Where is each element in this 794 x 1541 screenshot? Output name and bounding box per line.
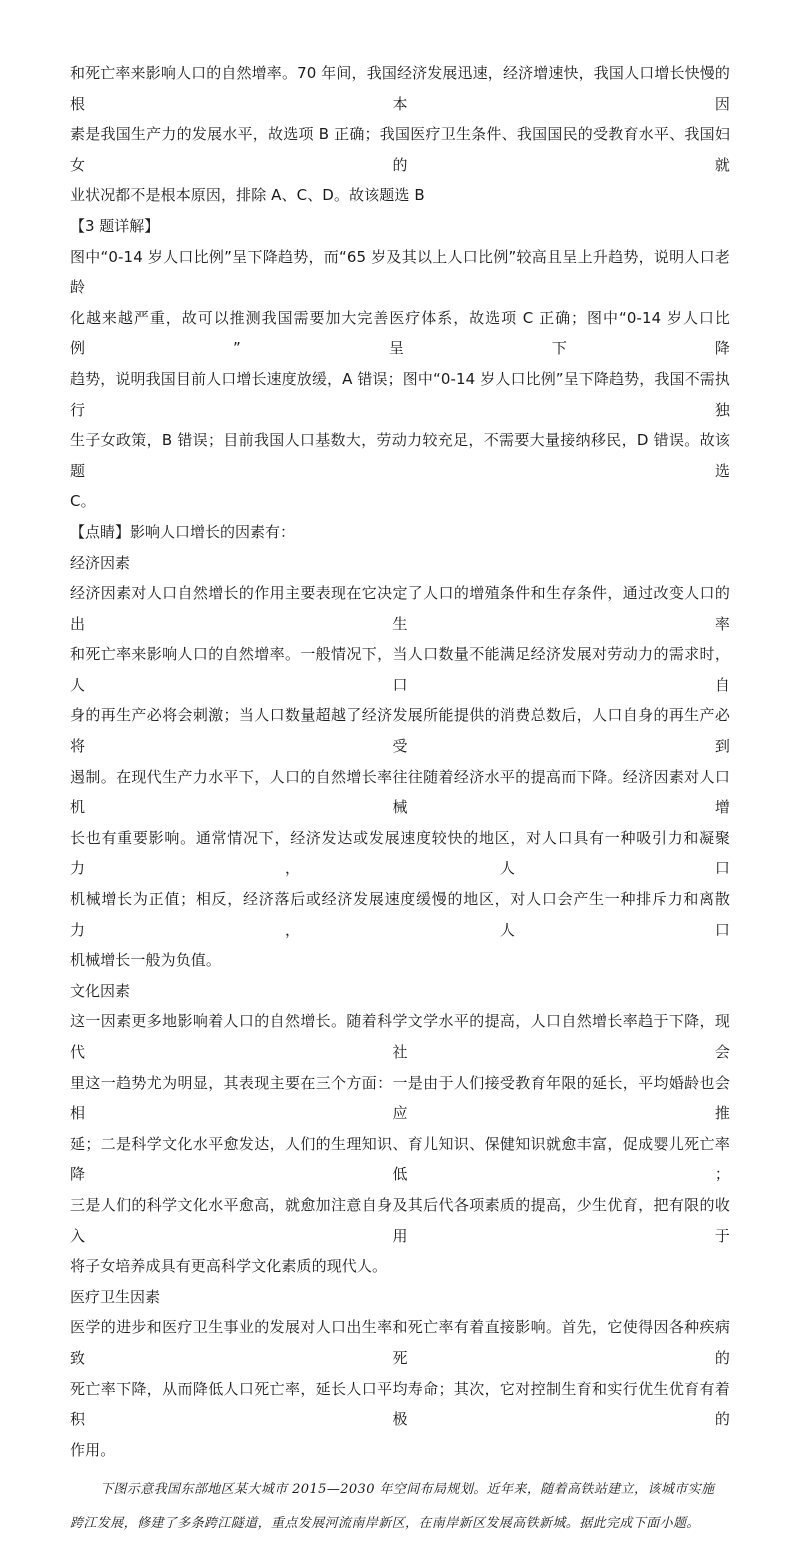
text-line: 作用。 xyxy=(70,1440,116,1459)
text-line: 化越来越严重，故可以推测我国需要加大完善医疗体系，故选项 C 正确；图中“0-14 岁人口比例”呈下降 xyxy=(70,308,730,358)
question-intro-line: 跨江发展，修建了多条跨江隧道，重点发展河流南岸新区，在南岸新区发展高铁新城。据此完成下面小题。 xyxy=(70,1516,700,1532)
text-line: 这一因素更多地影响着人口的自然增长。随着科学文学水平的提高，人口自然增长率趋于下降，现代社会 xyxy=(70,1012,730,1061)
text-line: 素是我国生产力的发展水平，故选项 B 正确；我国医疗卫生条件、我国国民的受教育水平、我国妇女的就 xyxy=(70,125,730,174)
text-line: 趋势，说明我国目前人口增长速度放缓，A 错误；图中“0-14 岁人口比例”呈下降趋势，我国不需执行独 xyxy=(70,369,730,419)
text-line: 机械增长为正值；相反，经济落后或经济发展速度缓慢的地区，对人口会产生一种排斥力和离散力，人口 xyxy=(70,890,730,939)
text-line: 医学的进步和医疗卫生事业的发展对人口出生率和死亡率有着直接影响。首先，它使得因各种疾病致死的 xyxy=(70,1318,730,1367)
text-line: 长也有重要影响。通常情况下，经济发达或发展速度较快的地区，对人口具有一种吸引力和凝聚力，人口 xyxy=(70,828,730,878)
text-line: 图中“0-14 岁人口比例”呈下降趋势，而“65 岁及其以上人口比例”较高且呈上升趋势，说明人口老龄 xyxy=(70,247,730,297)
text-line: 和死亡率来影响人口的自然增率。一般情况下，当人口数量不能满足经济发展对劳动力的需求时，人口自 xyxy=(70,645,730,694)
question-intro-line: 下图示意我国东部地区某大城市 2015—2030 年空间布局规划。近年来，随着高铁站建立，该城市实施 xyxy=(100,1482,715,1498)
text-line: 业状况都不是根本原因，排除 A、C、D。故该题选 B xyxy=(70,186,425,205)
text-line: 里这一趋势尤为明显，其表现主要在三个方面：一是由于人们接受教育年限的延长，平均婚龄也会相应推 xyxy=(70,1073,730,1123)
text-line: C。 xyxy=(70,492,96,511)
subsection-title-economic: 经济因素 xyxy=(70,553,131,572)
document-page xyxy=(70,58,730,1541)
text-line: 和死亡率来影响人口的自然增率。70 年间，我国经济发展迅速，经济增速快，我国人口增长快慢的根本因 xyxy=(70,64,730,113)
text-line: 死亡率下降，从而降低人口死亡率，延长人口平均寿命；其次，它对控制生育和实行优生优育有着积极的 xyxy=(70,1379,730,1429)
subsection-title-cultural: 文化因素 xyxy=(70,981,131,1000)
text-line: 遏制。在现代生产力水平下，人口的自然增长率往往随着经济水平的提高而下降。经济因素对人口机械增 xyxy=(70,767,730,817)
section-heading-dianjing: 【点睛】影响人口增长的因素有： xyxy=(70,522,296,541)
text-line: 经济因素对人口自然增长的作用主要表现在它决定了人口的增殖条件和生存条件，通过改变人口的出生率 xyxy=(70,584,730,633)
text-line: 生子女政策，B 错误；目前我国人口基数大，劳动力较充足，不需要大量接纳移民，D 错误。故该题选 xyxy=(70,431,730,480)
text-line: 将子女培养成具有更高科学文化素质的现代人。 xyxy=(70,1257,388,1276)
text-line: 身的再生产必将会刺激；当人口数量超越了经济发展所能提供的消费总数后，人口自身的再生产必将受到 xyxy=(70,706,730,756)
text-line: 三是人们的科学文化水平愈高，就愈加注意自身及其后代各项素质的提高，少生优育，把有限的收入用于 xyxy=(70,1195,730,1245)
text-line: 机械增长一般为负值。 xyxy=(70,951,222,970)
text-line: 延；二是科学文化水平愈发达，人们的生理知识、育儿知识、保健知识就愈丰富，促成婴儿死亡率降低； xyxy=(70,1134,730,1184)
subsection-title-medical: 医疗卫生因素 xyxy=(70,1287,161,1306)
section-heading-q3: 【3 题详解】 xyxy=(70,216,160,235)
